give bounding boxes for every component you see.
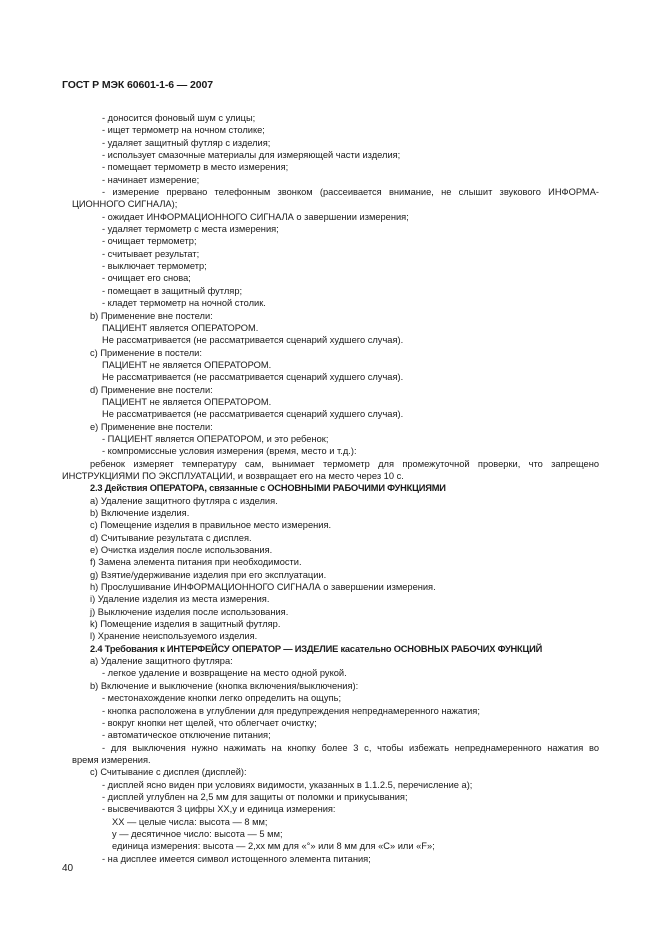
text-line: XX — целые числа: высота — 8 мм; [112, 816, 268, 827]
text-line: - очищает термометр; [102, 236, 197, 247]
text-line: ИНСТРУКЦИЯМИ ПО ЭКСПЛУАТАЦИИ, и возвращает его на место через 10 с. [62, 470, 404, 481]
text-line: - компромиссные условия измерения (время, место и т.д.): [102, 446, 357, 457]
text-line: e) Очистка изделия после использования. [90, 545, 273, 556]
text-line: - автоматическое отключение питания; [102, 730, 271, 741]
text-line: d) Применение вне постели: [90, 384, 213, 395]
text-line: l) Хранение неиспользуемого изделия. [90, 631, 258, 642]
text-line: - для выключения нужно нажимать на кнопку более 3 с, чтобы избежать непреднамеренного нажатия во [102, 742, 599, 753]
text-line: k) Помещение изделия в защитный футляр. [90, 619, 281, 630]
text-line: - считывает результат; [102, 248, 200, 259]
text-line: g) Взятие/удерживание изделия при его эксплуатации. [90, 569, 327, 580]
text-line: Не рассматривается (не рассматривается сценарий худшего случая). [102, 372, 404, 383]
text-line: a) Удаление защитного футляра с изделия. [90, 495, 278, 506]
text-line: Не рассматривается (не рассматривается сценарий худшего случая). [102, 335, 404, 346]
text-line: - доносится фоновый шум с улицы; [102, 113, 256, 123]
text-line: b) Включение изделия. [90, 508, 190, 518]
text-line: c) Считывание с дисплея (дисплей): [90, 767, 247, 778]
text-line: i) Удаление изделия из места измерения. [90, 594, 270, 605]
text-line: - высвечиваются 3 цифры XX,y и единица измерения: [102, 804, 336, 815]
text-line: d) Считывание результата с дисплея. [90, 532, 252, 543]
text-line: ПАЦИЕНТ не является ОПЕРАТОРОМ. [102, 359, 272, 370]
text-line: - кнопка расположена в углублении для предупреждения непреднамеренного нажатия; [102, 705, 480, 716]
text-line: c) Помещение изделия в правильное место измерения. [90, 520, 332, 531]
text-line: - выключает термометр; [102, 261, 207, 272]
text-line: ПАЦИЕНТ не является ОПЕРАТОРОМ. [102, 396, 272, 407]
text-line: j) Выключение изделия после использования. [90, 606, 289, 617]
text-line: - дисплей ясно виден при условиях видимости, указанных в 1.1.2.5, перечисление а); [102, 779, 473, 790]
text-line: a) Удаление защитного футляра: [90, 656, 233, 667]
text-line: b) Включение и выключение (кнопка включения/выключения): [90, 680, 359, 691]
text-line: ПАЦИЕНТ является ОПЕРАТОРОМ. [102, 322, 259, 333]
text-line: - ожидает ИНФОРМАЦИОННОГО СИГНАЛА о завершении измерения; [102, 211, 409, 222]
text-line: - местонахождение кнопки легко определить на ощупь; [102, 693, 342, 704]
text-line: 2.3 Действия ОПЕРАТОРА, связанные с ОСНОВНЫМИ РАБОЧИМИ ФУНКЦИЯМИ [90, 483, 446, 494]
text-line: - измерение прервано телефонным звонком (рассеивается внимание, не слышит звукового ИНФОРМА- [102, 187, 599, 198]
text-line: c) Применение в постели: [90, 347, 202, 358]
text-line: - легкое удаление и возвращение на место одной рукой. [102, 668, 347, 679]
document-body [62, 112, 599, 865]
text-line: единица измерения: высота — 2,xx мм для «°» или 8 мм для «С» или «F»; [112, 841, 435, 852]
page-number: 40 [62, 863, 74, 874]
text-line: - ищет термометр на ночном столике; [102, 125, 265, 136]
text-line: h) Прослушивание ИНФОРМАЦИОННОГО СИГНАЛА о завершении измерения. [90, 582, 436, 593]
text-line: ЦИОННОГО СИГНАЛА); [72, 199, 178, 210]
text-line: - на дисплее имеется символ истощенного элемента питания; [102, 853, 371, 864]
text-line: - помещает термометр в место измерения; [102, 162, 289, 173]
text-line: - помещает в защитный футляр; [102, 285, 243, 296]
text-line: - начинает измерение; [102, 174, 200, 185]
text-line: y — десятичное число: высота — 5 мм; [112, 828, 283, 839]
text-line: ребенок измеряет температуру сам, вынимает термометр для промежуточной проверки, что запрещено [90, 458, 599, 469]
text-line: время измерения. [72, 754, 151, 765]
text-line: - использует смазочные материалы для измеряющей части изделия; [102, 150, 401, 161]
text-line: b) Применение вне постели: [90, 310, 213, 321]
text-line: e) Применение вне постели: [90, 421, 213, 432]
text-line: 2.4 Требования к ИНТЕРФЕЙСУ ОПЕРАТОР — ИЗДЕЛИЕ касательно ОСНОВНЫХ РАБОЧИХ ФУНКЦИЙ [90, 643, 543, 654]
text-line: - вокруг кнопки нет щелей, что облегчает очистку; [102, 717, 317, 728]
text-line: - ПАЦИЕНТ является ОПЕРАТОРОМ, и это ребенок; [102, 433, 329, 444]
text-line: - удаляет термометр с места измерения; [102, 224, 279, 235]
text-line: - удаляет защитный футляр с изделия; [102, 137, 271, 148]
text-line: - дисплей углублен на 2,5 мм для защиты от поломки и прикусывания; [102, 791, 408, 802]
text-line: Не рассматривается (не рассматривается сценарий худшего случая). [102, 409, 404, 420]
text-line: - кладет термометр на ночной столик. [102, 298, 266, 309]
document-header: ГОСТ Р МЭК 60601-1-6 — 2007 [62, 79, 213, 91]
text-line: - очищает его снова; [102, 273, 191, 284]
text-line: f) Замена элемента питания при необходимости. [90, 557, 302, 568]
